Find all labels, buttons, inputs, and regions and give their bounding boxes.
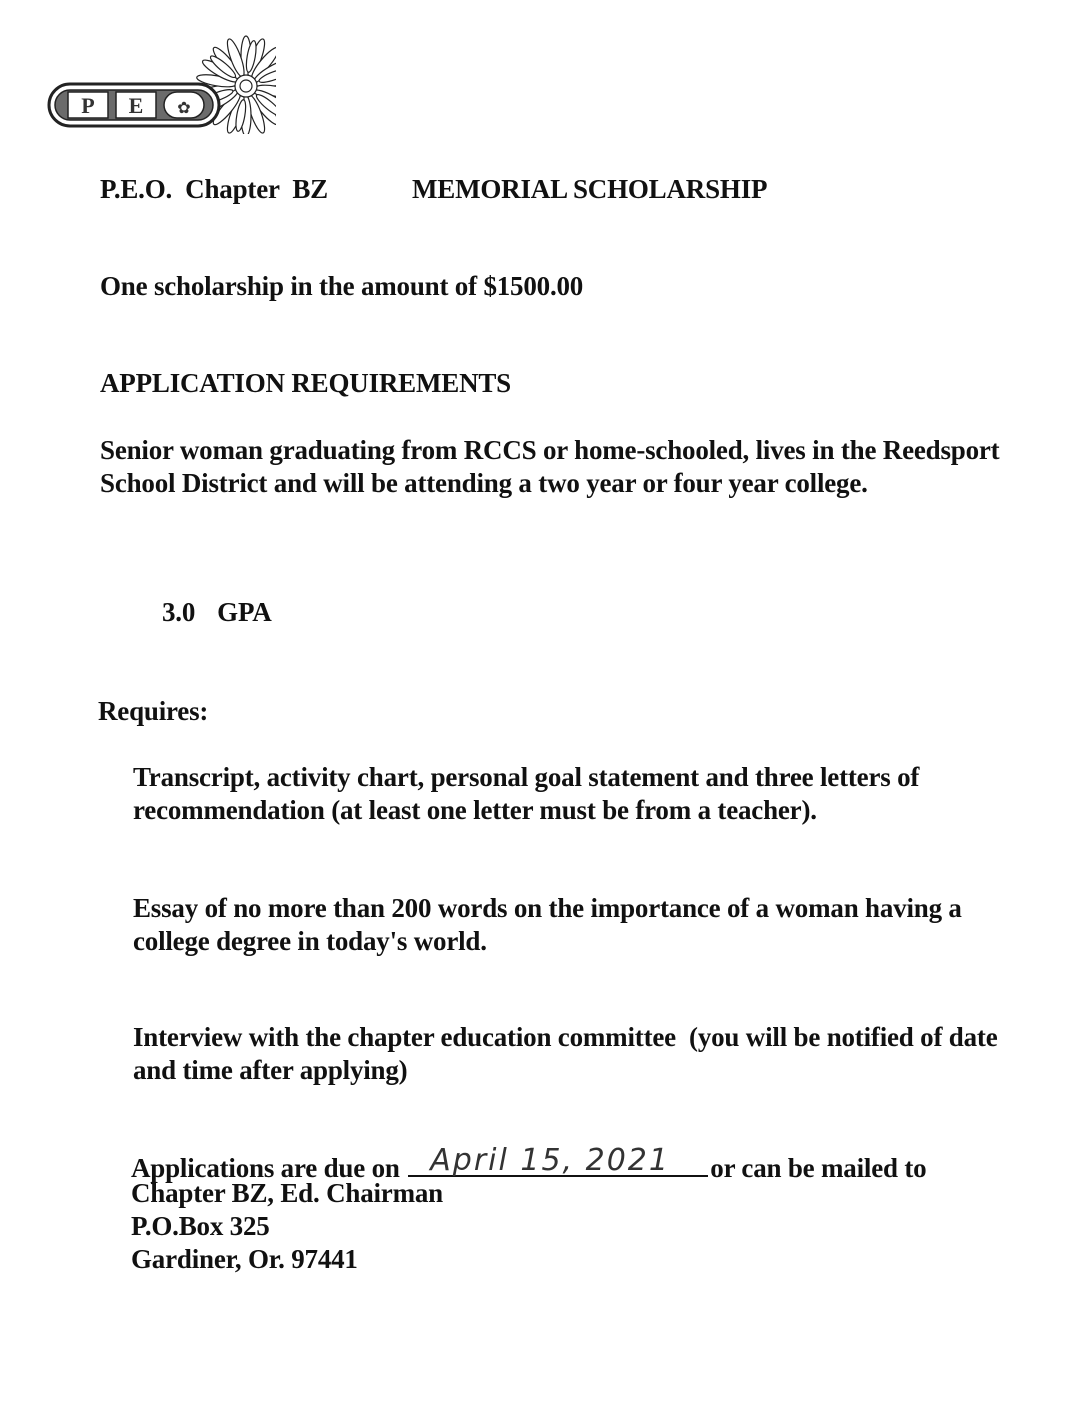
address-line-1: Chapter BZ, Ed. Chairman	[131, 1178, 444, 1208]
gpa-label: GPA	[217, 597, 272, 627]
logo-letter-e: E	[128, 93, 144, 118]
mailing-address	[131, 1177, 443, 1276]
address-line-3: Gardiner, Or. 97441	[131, 1244, 358, 1274]
requirement-interview: Interview with the chapter education committee (you will be notified of date and time after applying)	[133, 1022, 1005, 1085]
requirement-transcript: Transcript, activity chart, personal goal statement and three letters of recommendation (at least one letter must be from a teacher).	[133, 762, 920, 825]
eligibility-text: Senior woman graduating from RCCS or home-schooled, lives in the Reedsport School District and will be attending a two year or four year college.	[100, 435, 1000, 498]
requirements-heading: APPLICATION REQUIREMENTS	[100, 368, 511, 398]
scholarship-title: MEMORIAL SCHOLARSHIP	[412, 174, 768, 204]
peo-daisy-logo-icon	[46, 34, 276, 134]
due-prefix: Applications are due on	[131, 1153, 400, 1183]
logo-star-icon: ✿	[177, 98, 191, 117]
requires-heading: Requires:	[98, 696, 209, 726]
gpa-requirement	[162, 596, 272, 628]
due-date-field	[408, 1145, 708, 1177]
scholarship-amount: One scholarship in the amount of $1500.00	[100, 271, 584, 301]
due-date-handwritten: April 15, 2021	[430, 1143, 670, 1178]
due-suffix: or can be mailed to	[710, 1153, 927, 1183]
requirement-essay: Essay of no more than 200 words on the importance of a woman having a college degree in today's world.	[133, 893, 962, 956]
address-line-2: P.O.Box 325	[131, 1211, 270, 1241]
logo-letter-p: P	[81, 93, 95, 118]
chapter-name: P.E.O. Chapter BZ	[100, 174, 328, 204]
gpa-value: 3.0	[162, 597, 196, 627]
